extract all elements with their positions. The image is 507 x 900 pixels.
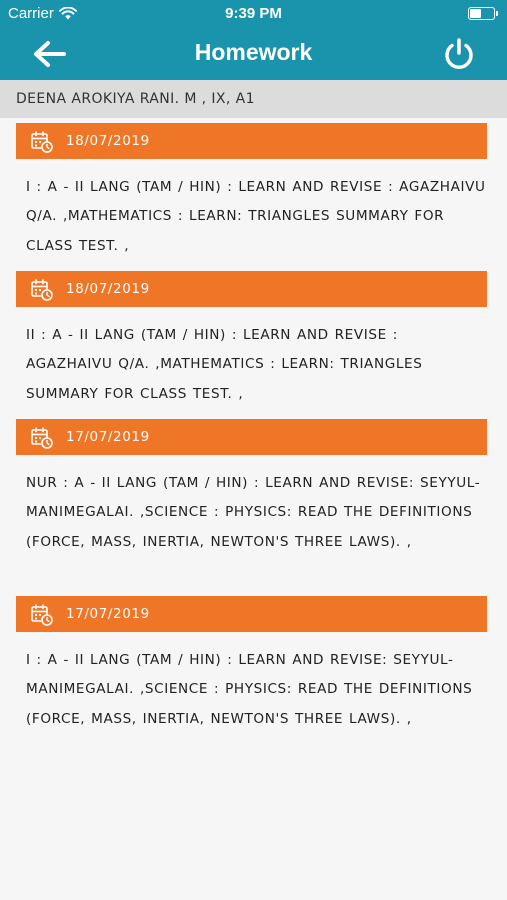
- calendar-clock-icon: [31, 604, 53, 626]
- date-header: [16, 271, 487, 307]
- homework-date: 18/07/2019: [66, 133, 150, 149]
- homework-text: I : A - II LANG (TAM / HIN) : LEARN AND REVISE: SEYYUL-MANIMEGALAI. ,SCIENCE : PHYSICS: READ THE DEFINITIONS (FORCE, MASS, INERTIA, NEWTON'S THREE LAWS). ,: [26, 652, 473, 727]
- page-title: Homework: [194, 39, 313, 65]
- calendar-clock-icon: [31, 279, 53, 301]
- status-bar: [0, 0, 507, 28]
- date-header: [16, 419, 487, 455]
- homework-text: I : A - II LANG (TAM / HIN) : LEARN AND REVISE : AGAZHAIVU Q/A. ,MATHEMATICS : LEARN: TRIANGLES SUMMARY FOR CLASS TEST. ,: [26, 179, 486, 254]
- calendar-clock-icon: [31, 131, 53, 153]
- app-header: [0, 28, 507, 80]
- homework-text: II : A - II LANG (TAM / HIN) : LEARN AND REVISE : AGAZHAIVU Q/A. ,MATHEMATICS : LEARN: TRIANGLES SUMMARY FOR CLASS TEST. ,: [26, 327, 423, 402]
- date-header: [16, 596, 487, 632]
- status-time: 9:39 PM: [225, 5, 282, 22]
- carrier-label: Carrier: [8, 5, 54, 22]
- date-header: [16, 123, 487, 159]
- logout-button[interactable]: [441, 36, 477, 72]
- power-icon: [441, 36, 477, 72]
- homework-date: 17/07/2019: [66, 429, 150, 445]
- student-info-bar: [0, 80, 507, 118]
- battery-icon: [468, 7, 495, 20]
- homework-date: 17/07/2019: [66, 606, 150, 622]
- calendar-clock-icon: [31, 427, 53, 449]
- homework-text: NUR : A - II LANG (TAM / HIN) : LEARN AND REVISE: SEYYUL- MANIMEGALAI. ,SCIENCE : PHYSICS: READ THE DEFINITIONS (FORCE, MASS, INERTIA, NEWTON'S THREE LAWS). ,: [26, 475, 481, 550]
- homework-date: 18/07/2019: [66, 281, 150, 297]
- student-info: DEENA AROKIYA RANI. M , IX, A1: [16, 91, 255, 107]
